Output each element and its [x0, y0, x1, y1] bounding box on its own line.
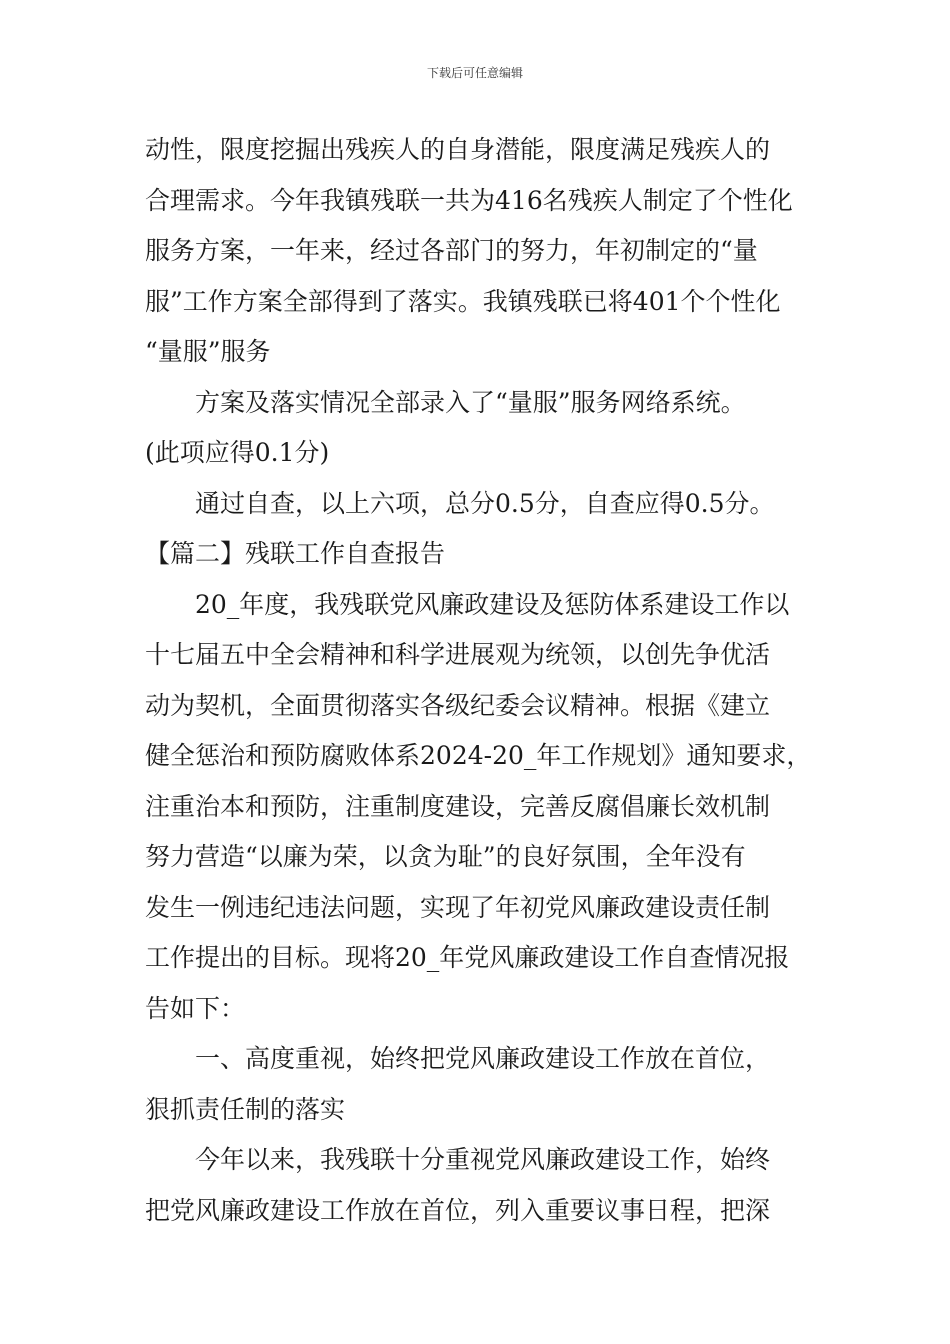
text-line-14: 注重治本和预防，注重制度建设，完善反腐倡廉长效机制: [145, 791, 771, 821]
text-line-2: 合理需求。今年我镇残联一共为416名残疾人制定了个性化: [145, 185, 793, 215]
text-line-7: (此项应得0.1分): [145, 438, 330, 467]
text-line-15: 努力营造“以廉为荣，以贪为耻”的良好氛围，全年没有: [145, 842, 746, 871]
page-header: 下载后可任意编辑: [426, 66, 523, 80]
text-line-12: 动为契机，全面贯彻落实各级纪委会议精神。根据《建立: [145, 690, 771, 720]
text-line-6: 方案及落实情况全部录入了“量服”服务网络系统。: [195, 387, 746, 417]
text-line-17: 工作提出的目标。现将20_年党风廉政建设工作自查情况报: [145, 943, 790, 972]
text-line-21: 今年以来，我残联十分重视党风廉政建设工作，始终: [195, 1145, 771, 1174]
text-line-22: 把党风廉政建设工作放在首位，列入重要议事日程，把深: [145, 1195, 771, 1225]
text-line-4: 服”工作方案全部得到了落实。我镇残联已将401个个性化: [145, 286, 781, 316]
text-line-8: 通过自查，以上六项，总分0.5分，自查应得0.5分。: [195, 488, 775, 518]
text-line-18: 告如下：: [145, 993, 246, 1023]
text-line-16: 发生一例违纪违法问题，实现了年初党风廉政建设责任制: [145, 892, 771, 922]
text-line-13: 健全惩治和预防腐败体系2024-20_年工作规划》通知要求，: [145, 741, 812, 770]
subsection-heading: 一、高度重视，始终把党风廉政建设工作放在首位，: [195, 1044, 771, 1073]
text-line-1: 动性，限度挖掘出残疾人的自身潜能，限度满足残疾人的: [145, 135, 771, 164]
text-line-11: 十七届五中全会精神和科学进展观为统领，以创先争优活: [145, 640, 771, 669]
text-line-5: “量服”服务: [145, 337, 271, 366]
text-line-3: 服务方案，一年来，经过各部门的努力，年初制定的“量: [145, 236, 758, 265]
text-line-20: 狠抓责任制的落实: [145, 1094, 346, 1124]
document-body: [145, 125, 825, 1236]
text-line-10: 20_年度，我残联党风廉政建设及惩防体系建设工作以: [195, 589, 790, 619]
section-heading: 【篇二】残联工作自查报告: [145, 539, 446, 568]
